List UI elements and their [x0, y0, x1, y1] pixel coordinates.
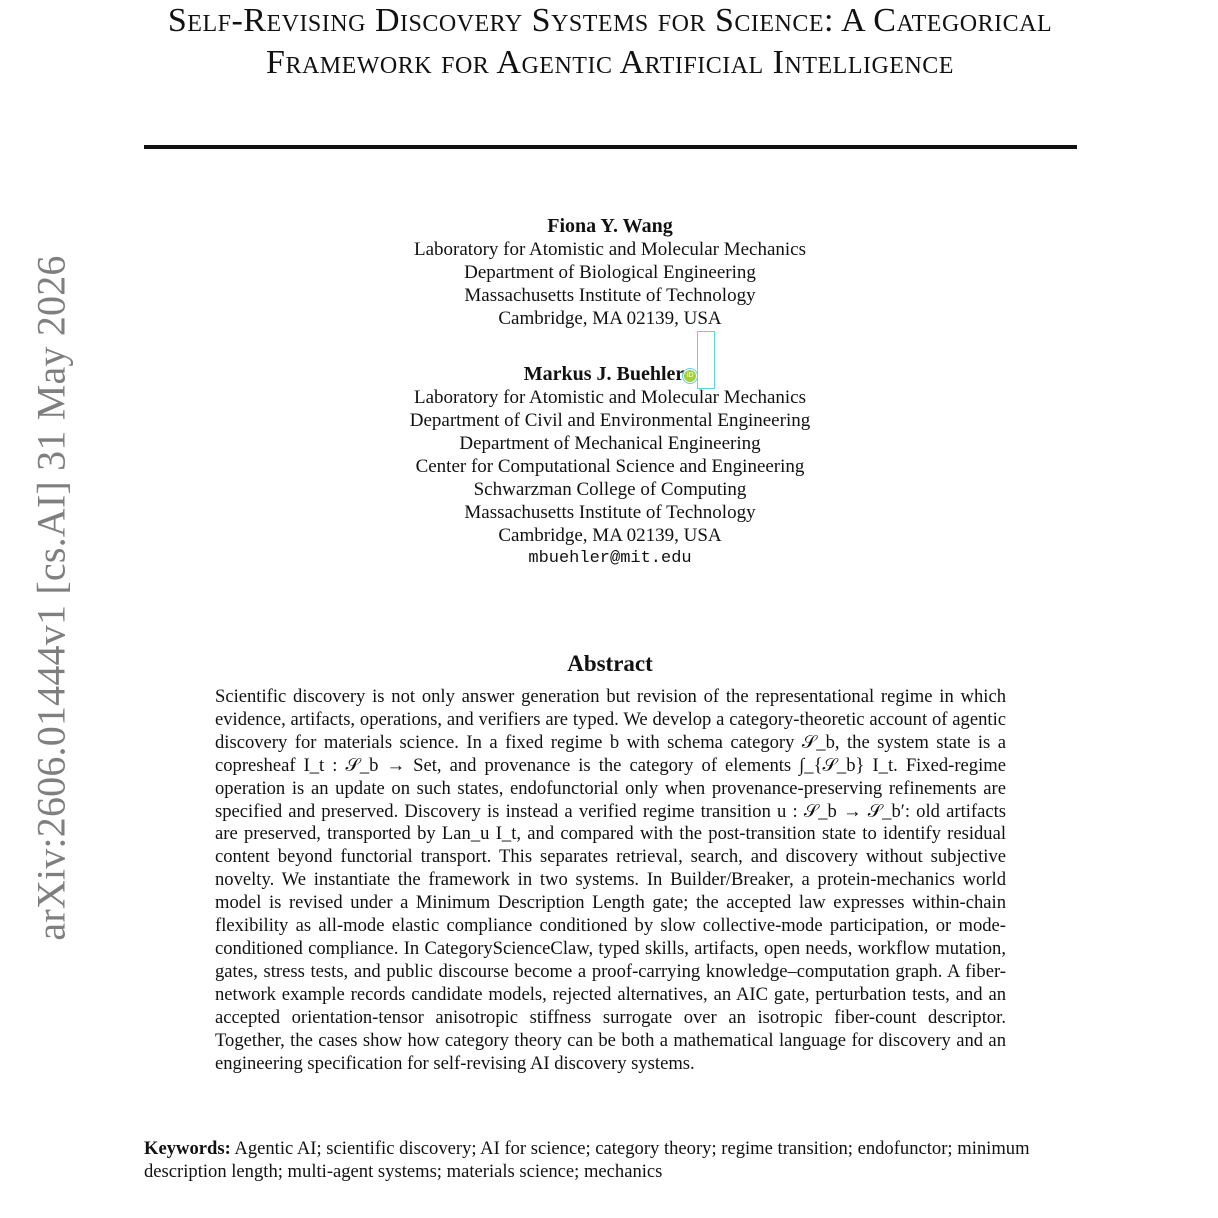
affiliation-line: Center for Computational Science and Engineering	[415, 456, 805, 477]
affiliation-line: Laboratory for Atomistic and Molecular Mechanics	[413, 387, 806, 408]
orcid-icon[interactable]: iD	[684, 370, 696, 382]
affiliation-line: Schwarzman College of Computing	[473, 479, 747, 500]
affiliation-line: Massachusetts Institute of Technology	[464, 502, 756, 523]
affiliation-line: Cambridge, MA 02139, USA	[498, 525, 722, 546]
title-rule	[144, 145, 1077, 149]
abstract-heading: Abstract	[567, 651, 653, 676]
affiliation-line: Department of Civil and Environmental Engineering	[409, 410, 811, 431]
author-block-1	[300, 215, 920, 330]
abstract-text: Scientific discovery is not only answer generation but revision of the representational regime in which evidence, artifacts, operations, and verifiers are typed. We develop a category-theoretic account of agentic discovery for materials science. In a fixed regime b with schema category 𝒮_b, the system state is a copresheaf I_t : 𝒮_b → Set, and provenance is the category of elements ∫_{𝒮_b} I_t. Fixed-regime operation is an update on such states, endofunctorial only when provenance-preserving refinements are specified and preserved. Discovery is instead a verified regime transition u : 𝒮_b → 𝒮_b′: old artifacts are preserved, transported by Lan_u I_t, and compared with the post-transition state to identify residual content beyond functorial transport. This separates retrieval, search, and discovery without subjective novelty. We instantiate the framework in two systems. In Builder/Breaker, a protein-mechanics world model is revised under a Minimum Description Length gate; the accepted law expresses within-chain flexibility as all-mode elastic compliance conditioned by slow collective-mode participation, or mode-conditioned compliance. In CategoryScienceClaw, typed skills, artifacts, open needs, workflow mutation, gates, stress tests, and public discourse become a proof-carrying knowledge–computation graph. A fiber-network example records candidate models, rejected alternatives, an AIC gate, perturbation tests, and an accepted orientation-tensor anisotropic stiffness surrogate over an isotropic fiber-count descriptor. Together, the cases show how category theory can be both a mathematical language for discovery and an engineering specification for self-revising AI discovery systems.	[215, 686, 1006, 1074]
keywords-label: Keywords:	[144, 1138, 231, 1159]
affiliation-line: Department of Mechanical Engineering	[459, 433, 761, 454]
affiliation-line: Cambridge, MA 02139, USA	[498, 308, 722, 329]
author-name: Markus J. Buehler	[523, 363, 685, 385]
paper-title: Self-Revising Discovery Systems for Science: A Categorical Framework for Agentic Artificial Intelligence	[167, 2, 1053, 81]
arxiv-identifier: arXiv:2606.01444v1 [cs.AI] 31 May 2026	[28, 254, 74, 941]
affiliation-line: Massachusetts Institute of Technology	[464, 285, 756, 306]
keywords-text: Agentic AI; scientific discovery; AI for science; category theory; regime transition; endofunctor; minimum description length; multi-agent systems; materials science; mechanics	[144, 1138, 1030, 1182]
affiliation-line: Department of Biological Engineering	[464, 262, 756, 283]
keywords	[144, 1137, 1084, 1183]
abstract-body	[215, 686, 1006, 1075]
author-name: Fiona Y. Wang	[547, 215, 673, 237]
affiliation-line: Laboratory for Atomistic and Molecular Mechanics	[413, 239, 806, 260]
author-email[interactable]: mbuehler@mit.edu	[528, 549, 692, 568]
author-block-2	[300, 363, 920, 570]
arxiv-side-stamp	[29, 250, 73, 945]
